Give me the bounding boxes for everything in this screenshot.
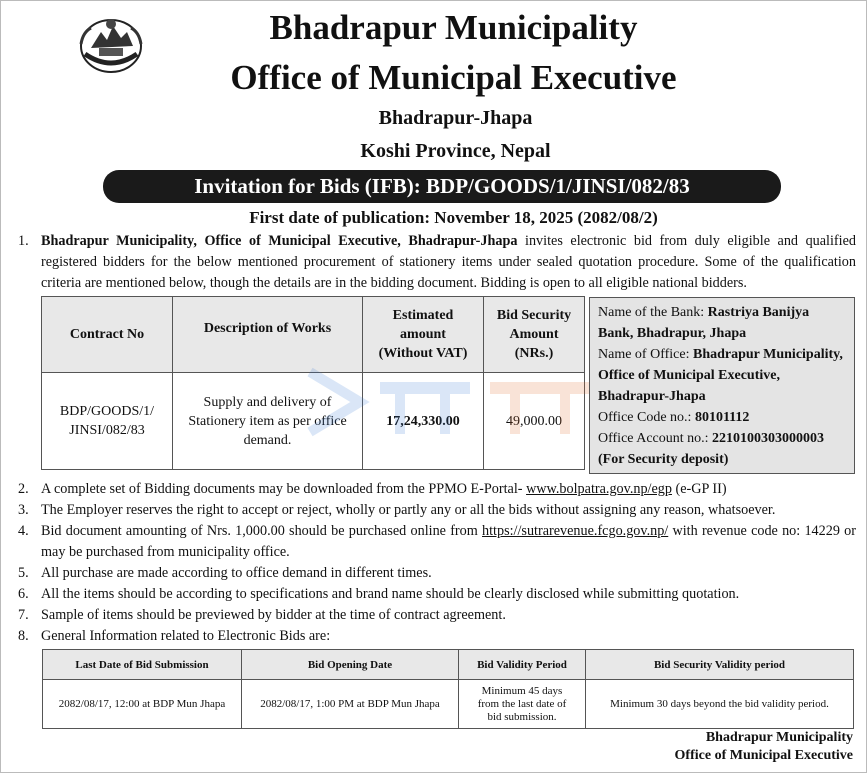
intro-text: invites electronic bid from duly eligible and qualified registered bidders for the below mentioned procurement of stationery items under sealed quotation procedure. Some of the qualification criteria are mentioned below, though the details are in the bidding document. Bidding is open to all eligible national bidders.: [41, 233, 856, 291]
cell-estimated: 17,24,330.00: [363, 373, 484, 470]
location: Bhadrapur-Jhapa: [378, 107, 533, 129]
office-code-label: Office Code no.:: [598, 410, 695, 425]
office-label: Name of Office:: [598, 347, 693, 362]
bank-value: Rastriya Banijya Bank, Bhadrapur, Jhapa: [598, 305, 810, 341]
header-contract-no: Contract No: [42, 297, 173, 373]
bolpatra-link[interactable]: www.bolpatra.gov.np/egp: [526, 481, 672, 497]
header-bid-security: Bid Security Amount (NRs.): [484, 297, 585, 373]
office-value: Bhadrapur Municipality, Office of Municipal Executive, Bhadrapur-Jhapa: [598, 347, 843, 404]
sutrarevenue-link[interactable]: https://sutrarevenue.fcgo.gov.np/: [482, 523, 669, 539]
list-item: 3. The Employer reserves the right to accept or reject, wholly or partly any or all the bids without assigning any reason, whatsoever.: [18, 502, 776, 518]
item-number: 1.: [18, 233, 29, 249]
cell-opening: 2082/08/17, 1:00 PM at BDP Mun Jhapa: [242, 680, 459, 729]
list-item: 4. Bid document amounting of Nrs. 1,000.00 should be purchased online from https://sutrarevenue.fcgo.gov.np/ with revenue code no: 14229 or may be purchased from municipality office.: [18, 523, 856, 560]
office-code-value: 80101112: [694, 410, 750, 425]
list-item: 8. General Information related to Electronic Bids are:: [18, 628, 331, 644]
list-item: 7. Sample of items should be previewed by bidder at the time of contract agreement.: [18, 607, 506, 623]
general-info-table: [42, 649, 854, 729]
numbered-list: [18, 479, 856, 647]
ifb-banner: Invitation for Bids (IFB): BDP/GOODS/1/JINSI/082/83: [103, 170, 781, 203]
signature-office: Office of Municipal Executive: [674, 748, 853, 763]
watermark-logo-icon: [300, 362, 610, 442]
security-deposit-note: (For Security deposit): [598, 452, 729, 467]
cell-submission: 2082/08/17, 12:00 at BDP Mun Jhapa: [43, 680, 242, 729]
header-opening-date: Bid Opening Date: [242, 650, 459, 680]
list-item: 5. All purchase are made according to office demand in different times.: [18, 565, 432, 581]
header-validity: Bid Validity Period: [459, 650, 586, 680]
list-item: 6. All the items should be according to specifications and brand name should be clearly disclosed while submitting quotation.: [18, 586, 740, 602]
cell-contract-no: BDP/GOODS/1/ JINSI/082/83: [42, 373, 173, 470]
title-municipality: Bhadrapur Municipality: [269, 8, 638, 47]
account-value: 2210100303000003: [712, 431, 825, 446]
intro-bold: Bhadrapur Municipality, Office of Municipal Executive, Bhadrapur-Jhapa: [41, 233, 518, 249]
title-office: Office of Municipal Executive: [230, 58, 677, 97]
table-row: [43, 680, 854, 729]
cell-security: 49,000.00: [484, 373, 585, 470]
bank-info-box: [589, 297, 855, 474]
intro-paragraph: [18, 231, 856, 294]
bank-label: Name of the Bank:: [598, 305, 708, 320]
header-last-date: Last Date of Bid Submission: [43, 650, 242, 680]
cell-description: Supply and delivery of Stationery item as per office demand.: [173, 373, 363, 470]
account-label: Office Account no.:: [598, 431, 713, 446]
cell-validity: Minimum 45 days from the last date of bid submission.: [459, 680, 586, 729]
publication-date: First date of publication: November 18, 2025 (2082/08/2): [249, 208, 658, 227]
header-estimated: Estimated amount (Without VAT): [363, 297, 484, 373]
header-description: Description of Works: [173, 297, 363, 373]
header-security-validity: Bid Security Validity period: [586, 650, 854, 680]
province: Koshi Province, Nepal: [360, 140, 551, 162]
list-item: 2. A complete set of Bidding documents may be downloaded from the PPMO E-Portal- www.bolpatra.gov.np/egp (e-GP II): [18, 481, 727, 497]
cell-security-validity: Minimum 30 days beyond the bid validity period.: [586, 680, 854, 729]
signature-municipality: Bhadrapur Municipality: [705, 730, 853, 745]
